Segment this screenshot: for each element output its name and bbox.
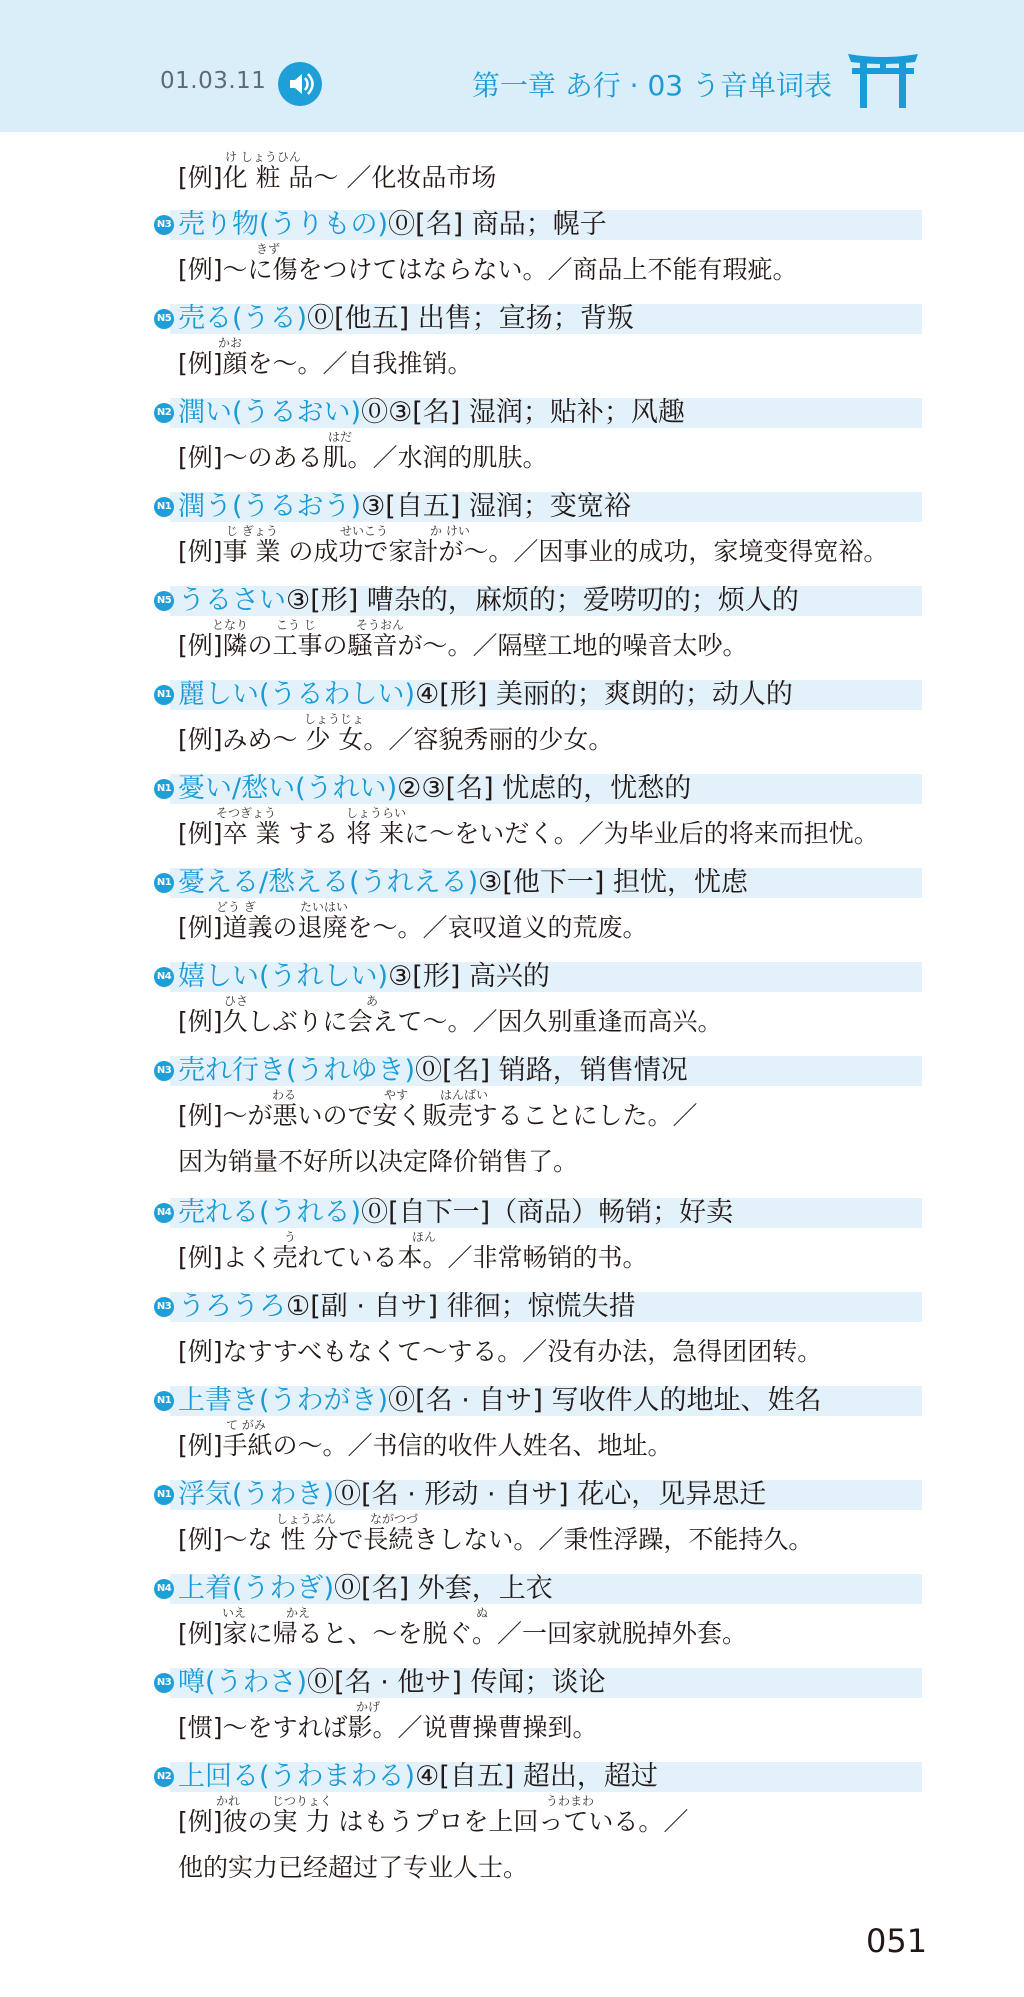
- ruby-reading: どう ぎ: [216, 900, 256, 914]
- ruby-reading: ながつづ: [370, 1512, 419, 1526]
- headword-term: 潤い(うるおい): [178, 397, 362, 428]
- example-sentence: [例]化 粧 品～ ／化妆品市场: [178, 163, 497, 192]
- level-badge: N1: [154, 497, 174, 517]
- ruby-reading: いえ: [222, 1606, 247, 1620]
- level-badge: N3: [154, 1297, 174, 1317]
- headword-term: 上着(うわぎ): [178, 1573, 335, 1604]
- headword-term: 憂える/愁える(うれえる): [178, 867, 479, 898]
- headword-term: 売れ行き(うれゆき): [178, 1055, 416, 1086]
- headword-definition: ⓪[名 · 他サ] 传闻；谈论: [307, 1667, 606, 1698]
- example-sentence: [例]卒 業 する 将 来に～をいだく。／为毕业后的将来而担忧。: [178, 819, 879, 848]
- ruby-reading: か けい: [430, 524, 470, 538]
- headword-definition: ②③[名] 忧虑的，忧愁的: [397, 773, 692, 804]
- headword: [178, 584, 799, 618]
- headword-definition: ①[副 · 自サ] 徘徊；惊慌失措: [286, 1291, 636, 1322]
- headword-definition: ④[自五] 超出，超过: [415, 1761, 658, 1792]
- example-sentence: [例]なすすべもなくて～する。／没有办法，急得团团转。: [178, 1337, 823, 1366]
- headword: [178, 396, 685, 430]
- headword-term: うるさい: [178, 585, 286, 616]
- headword-term: 上書き(うわがき): [178, 1385, 389, 1416]
- example-sentence: [例]顔を～。／自我推销。: [178, 349, 473, 378]
- headword-definition: ⓪③[名] 湿润；贴补；风趣: [361, 397, 685, 428]
- ruby-reading: せいこう: [340, 524, 389, 538]
- example-translation: 他的实力已经超过了专业人士。: [178, 1853, 529, 1882]
- audio-track-code: 01.03.11: [160, 68, 267, 94]
- level-badge: N1: [154, 779, 174, 799]
- ruby-reading: じつりょく: [272, 1794, 333, 1808]
- example-sentence: [例]道義の退廃を～。／哀叹道义的荒废。: [178, 913, 648, 942]
- example-sentence: [惯]～をすれば影。／说曹操曹操到。: [178, 1713, 598, 1742]
- headword-definition: ③[他下一] 担忧，忧虑: [478, 867, 749, 898]
- ruby-reading: はだ: [328, 430, 353, 444]
- headword-term: 嬉しい(うれしい): [178, 961, 389, 992]
- ruby-reading: け しょうひん: [225, 150, 301, 164]
- example-sentence: [例]～が悪いので安く販売することにした。／: [178, 1101, 698, 1130]
- level-badge: N3: [154, 215, 174, 235]
- ruby-reading: そうおん: [356, 618, 405, 632]
- headword-definition: ③[自五] 湿润；变宽裕: [361, 491, 631, 522]
- ruby-reading: わる: [272, 1088, 297, 1102]
- chapter-title: 第一章 あ行 · 03 う音单词表: [471, 69, 832, 102]
- headword-term: 売る(うる): [178, 303, 308, 334]
- headword: [178, 772, 691, 806]
- headword: [178, 1054, 688, 1088]
- ruby-reading: やす: [384, 1088, 409, 1102]
- ruby-reading: じ ぎょう: [226, 524, 278, 538]
- headword-term: うろうろ: [178, 1291, 286, 1322]
- level-badge: N1: [154, 873, 174, 893]
- headword: [178, 1572, 553, 1606]
- headword: [178, 1478, 766, 1512]
- headword: [178, 1196, 733, 1230]
- ruby-reading: たいはい: [300, 900, 349, 914]
- level-badge: N5: [154, 309, 174, 329]
- headword: [178, 208, 607, 242]
- level-badge: N1: [154, 1485, 174, 1505]
- headword-term: 憂い/愁い(うれい): [178, 773, 398, 804]
- ruby-reading: こう じ: [276, 618, 316, 632]
- headword-definition: ⓪[名] 销路，销售情况: [415, 1055, 688, 1086]
- example-sentence: [例]よく売れている本。／非常畅销的书。: [178, 1243, 648, 1272]
- level-badge: N5: [154, 591, 174, 611]
- headword: [178, 678, 793, 712]
- level-badge: N1: [154, 1391, 174, 1411]
- level-badge: N3: [154, 1061, 174, 1081]
- headword: [178, 1666, 605, 1700]
- ruby-reading: きず: [256, 242, 281, 256]
- level-badge: N1: [154, 685, 174, 705]
- headword: [178, 960, 550, 994]
- ruby-reading: かお: [218, 336, 243, 350]
- headword-term: 麗しい(うるわしい): [178, 679, 416, 710]
- ruby-reading: て がみ: [226, 1418, 266, 1432]
- ruby-reading: かげ: [356, 1700, 381, 1714]
- example-sentence: [例]久しぶりに会えて～。／因久别重逢而高兴。: [178, 1007, 723, 1036]
- headword-definition: ⓪[名] 外套，上衣: [334, 1573, 553, 1604]
- ruby-reading: しょうぶん: [276, 1512, 337, 1526]
- example-sentence: [例]家に帰ると、～を脱ぐ。／一回家就脱掉外套。: [178, 1619, 748, 1648]
- headword-definition: ③[形] 嘈杂的，麻烦的；爱唠叨的；烦人的: [286, 585, 799, 616]
- headword-term: 潤う(うるおう): [178, 491, 362, 522]
- headword-definition: ⓪[他五] 出售；宣扬；背叛: [307, 303, 634, 334]
- headword: [178, 1384, 821, 1418]
- headword-definition: ③[形] 高兴的: [388, 961, 550, 992]
- ruby-reading: うわまわ: [546, 1794, 595, 1808]
- headword: [178, 1760, 658, 1794]
- headword-term: 上回る(うわまわる): [178, 1761, 416, 1792]
- ruby-reading: ぬ: [476, 1606, 489, 1620]
- level-badge: N4: [154, 967, 174, 987]
- headword-definition: ⓪[名 · 形动 · 自サ] 花心，见异思迁: [334, 1479, 767, 1510]
- ruby-reading: はんばい: [440, 1088, 489, 1102]
- ruby-reading: かえ: [286, 1606, 311, 1620]
- headword-term: 噂(うわさ): [178, 1667, 308, 1698]
- headword-definition: ⓪[名] 商品；幌子: [388, 209, 607, 240]
- example-sentence: [例]手紙の～。／书信的收件人姓名、地址。: [178, 1431, 673, 1460]
- example-sentence: [例]～な 性 分で長続きしない。／秉性浮躁，不能持久。: [178, 1525, 814, 1554]
- level-badge: N4: [154, 1579, 174, 1599]
- level-badge: N2: [154, 1767, 174, 1787]
- example-sentence: [例]隣の工事の騒音が～。／隔壁工地的噪音太吵。: [178, 631, 748, 660]
- page-header: [0, 0, 1024, 132]
- level-badge: N3: [154, 1673, 174, 1693]
- headword: [178, 1290, 636, 1324]
- ruby-reading: ほん: [412, 1230, 437, 1244]
- ruby-reading: う: [284, 1230, 297, 1244]
- torii-gate-icon: [846, 50, 920, 110]
- headword: [178, 490, 631, 524]
- headword-definition: ④[形] 美丽的；爽朗的；动人的: [415, 679, 793, 710]
- ruby-reading: ひさ: [224, 994, 249, 1008]
- headword-term: 浮気(うわき): [178, 1479, 335, 1510]
- level-badge: N4: [154, 1203, 174, 1223]
- headword-term: 売れる(うれる): [178, 1197, 362, 1228]
- headword-definition: ⓪[名 · 自サ] 写收件人的地址、姓名: [388, 1385, 822, 1416]
- example-sentence: [例]みめ～ 少 女。／容貌秀丽的少女。: [178, 725, 614, 754]
- example-sentence: [例]彼の実 力 はもうプロを上回っている。／: [178, 1807, 689, 1836]
- headword: [178, 302, 634, 336]
- ruby-reading: そつぎょう: [216, 806, 277, 820]
- example-sentence: [例]～のある肌。／水润的肌肤。: [178, 443, 548, 472]
- ruby-reading: しょうらい: [346, 806, 407, 820]
- level-badge: N2: [154, 403, 174, 423]
- headword-definition: ⓪[自下一]（商品）畅销；好卖: [361, 1197, 734, 1228]
- page-number: 051: [866, 1922, 928, 1960]
- example-translation: 因为销量不好所以决定降价销售了。: [178, 1147, 579, 1176]
- example-sentence: [例]事 業 の成功で家計が～。／因事业的成功，家境变得宽裕。: [178, 537, 889, 566]
- ruby-reading: となり: [212, 618, 249, 632]
- ruby-reading: しょうじょ: [304, 712, 365, 726]
- ruby-reading: かれ: [216, 1794, 241, 1808]
- example-sentence: [例]～に傷をつけてはならない。／商品上不能有瑕疵。: [178, 255, 798, 284]
- speaker-icon[interactable]: [278, 62, 322, 106]
- ruby-reading: あ: [366, 994, 379, 1008]
- headword-term: 売り物(うりもの): [178, 209, 389, 240]
- headword: [178, 866, 748, 900]
